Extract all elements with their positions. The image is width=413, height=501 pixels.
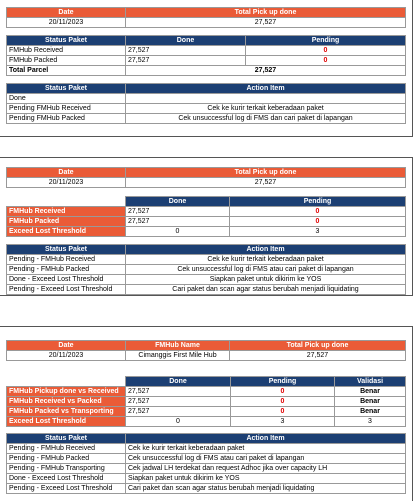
table-row (7, 397, 406, 407)
row-label: FMHub Received (7, 207, 126, 217)
table-row (7, 474, 406, 484)
date-value: 20/11/2023 (7, 18, 126, 28)
action-cell: Cek ke kurir terkait keberadaan paket (126, 104, 406, 114)
status-cell: Pending FMHub Received (7, 104, 126, 114)
status-paket-header: Status Paket (7, 245, 126, 255)
done-header: Done (126, 36, 246, 46)
table-row (7, 484, 406, 494)
action-cell: Cari paket dan scan agar status berubah menjadi liquidating (126, 484, 406, 494)
table-row (7, 104, 406, 114)
done-header: Done (126, 197, 230, 207)
action-table (6, 83, 406, 124)
row-label: FMHub Pickup done vs Received (7, 387, 126, 397)
total-parcel-label: Total Parcel (7, 66, 126, 76)
pending-value: 0 (231, 407, 335, 417)
status-paket-header: Status Paket (7, 434, 126, 444)
status-paket-header: Status Paket (7, 84, 126, 94)
pending-value: 0 (231, 387, 335, 397)
table-row (7, 114, 406, 124)
table-row (7, 217, 406, 227)
pending-header: Pending (231, 377, 335, 387)
done-header: Done (126, 377, 231, 387)
total-pickup-value: 27,527 (126, 18, 406, 28)
row-label: FMHub Packed (7, 217, 126, 227)
table-row (7, 265, 406, 275)
table-row (7, 227, 406, 237)
action-cell: Cari paket dan scan agar status berubah menjadi liquidating (126, 285, 406, 295)
action-cell: Cek ke kurir terkait keberadaan paket (126, 444, 406, 454)
action-cell: Cek unsuccessful log di FMS atau cari paket di lapangan (126, 265, 406, 275)
row-label: FMHub Packed (7, 56, 126, 66)
action-cell: Cek jadwal LH terdekat dan request Adhoc jika over capacity LH (126, 464, 406, 474)
status-cell: Done - Exceed Lost Threshold (7, 275, 126, 285)
pending-value: 0 (230, 207, 406, 217)
row-label: FMHub Received vs Packed (7, 397, 126, 407)
table-row (7, 56, 406, 66)
date-value: 20/11/2023 (7, 351, 126, 361)
validasi-value: Benar (335, 407, 406, 417)
table-row (7, 464, 406, 474)
total-parcel-value: 27,527 (126, 66, 406, 76)
row-label: FMHub Packed vs Transporting (7, 407, 126, 417)
total-pickup-header: Total Pick up done (230, 341, 406, 351)
pending-value: 3 (231, 417, 335, 427)
pending-header: Pending (246, 36, 406, 46)
table-row (7, 444, 406, 454)
fmhub-name-value: Cimanggis First Mile Hub (126, 351, 230, 361)
validasi-value: Benar (335, 387, 406, 397)
done-value: 0 (126, 227, 230, 237)
action-item-header: Action Item (126, 84, 406, 94)
row-label: FMHub Received (7, 46, 126, 56)
report-panel-1 (0, 0, 413, 137)
validasi-header: Validasi (335, 377, 406, 387)
pending-value: 0 (230, 217, 406, 227)
report-panel-2 (0, 157, 413, 296)
pending-value: 0 (231, 397, 335, 407)
table-row (7, 255, 406, 265)
table-row (7, 285, 406, 295)
status-cell: Done - Exceed Lost Threshold (7, 474, 126, 484)
total-row (7, 66, 406, 76)
summary-header-table (6, 340, 406, 361)
report-panel-3 (0, 326, 413, 501)
pending-value: 3 (230, 227, 406, 237)
table-row (7, 454, 406, 464)
status-paket-header: Status Paket (7, 36, 126, 46)
action-table (6, 244, 406, 295)
done-value: 27,527 (126, 56, 246, 66)
status-cell: Pending - FMHub Received (7, 255, 126, 265)
table-row (7, 275, 406, 285)
action-cell: Cek unsuccessful log di FMS atau cari paket di lapangan (126, 454, 406, 464)
done-value: 27,527 (126, 387, 231, 397)
status-table (6, 35, 406, 76)
validasi-value: 3 (335, 417, 406, 427)
table-row (7, 46, 406, 56)
action-cell: Cek ke kurir terkait keberadaan paket (126, 255, 406, 265)
action-table (6, 433, 406, 494)
table-row (7, 387, 406, 397)
pending-value: 0 (246, 56, 406, 66)
status-cell: Pending - FMHub Received (7, 444, 126, 454)
action-cell: Cek unsuccessful log di FMS dan cari paket di lapangan (126, 114, 406, 124)
validasi-value: Benar (335, 397, 406, 407)
status-table (6, 196, 406, 237)
done-value: 27,527 (126, 207, 230, 217)
pending-header: Pending (230, 197, 406, 207)
status-cell: Pending - Exceed Lost Threshold (7, 285, 126, 295)
done-value: 27,527 (126, 46, 246, 56)
date-header: Date (7, 341, 126, 351)
done-value: 0 (126, 417, 231, 427)
row-label: Exceed Lost Threshold (7, 227, 126, 237)
pending-value: 0 (246, 46, 406, 56)
total-pickup-value: 27,527 (126, 178, 406, 188)
status-cell: Pending - FMHub Packed (7, 454, 126, 464)
action-cell (126, 94, 406, 104)
fmhub-name-header: FMHub Name (126, 341, 230, 351)
status-cell: Pending - Exceed Lost Threshold (7, 484, 126, 494)
done-value: 27,527 (126, 397, 231, 407)
action-item-header: Action Item (126, 434, 406, 444)
status-cell: Pending - FMHub Packed (7, 265, 126, 275)
table-row (7, 417, 406, 427)
validation-table (6, 376, 406, 427)
summary-header-table (6, 167, 406, 188)
row-label: Exceed Lost Threshold (7, 417, 126, 427)
action-cell: Siapkan paket untuk dikirim ke YOS (126, 474, 406, 484)
date-value: 20/11/2023 (7, 178, 126, 188)
total-pickup-value: 27,527 (230, 351, 406, 361)
status-cell: Pending FMHub Packed (7, 114, 126, 124)
table-row (7, 407, 406, 417)
status-cell: Done (7, 94, 126, 104)
action-item-header: Action Item (126, 245, 406, 255)
summary-header-table (6, 7, 406, 28)
table-row (7, 207, 406, 217)
date-header: Date (7, 168, 126, 178)
done-value: 27,527 (126, 217, 230, 227)
date-header: Date (7, 8, 126, 18)
action-cell: Siapkan paket untuk dikirim ke YOS (126, 275, 406, 285)
table-row (7, 94, 406, 104)
total-pickup-header: Total Pick up done (126, 8, 406, 18)
total-pickup-header: Total Pick up done (126, 168, 406, 178)
status-cell: Pending - FMHub Transporting (7, 464, 126, 474)
done-value: 27,527 (126, 407, 231, 417)
